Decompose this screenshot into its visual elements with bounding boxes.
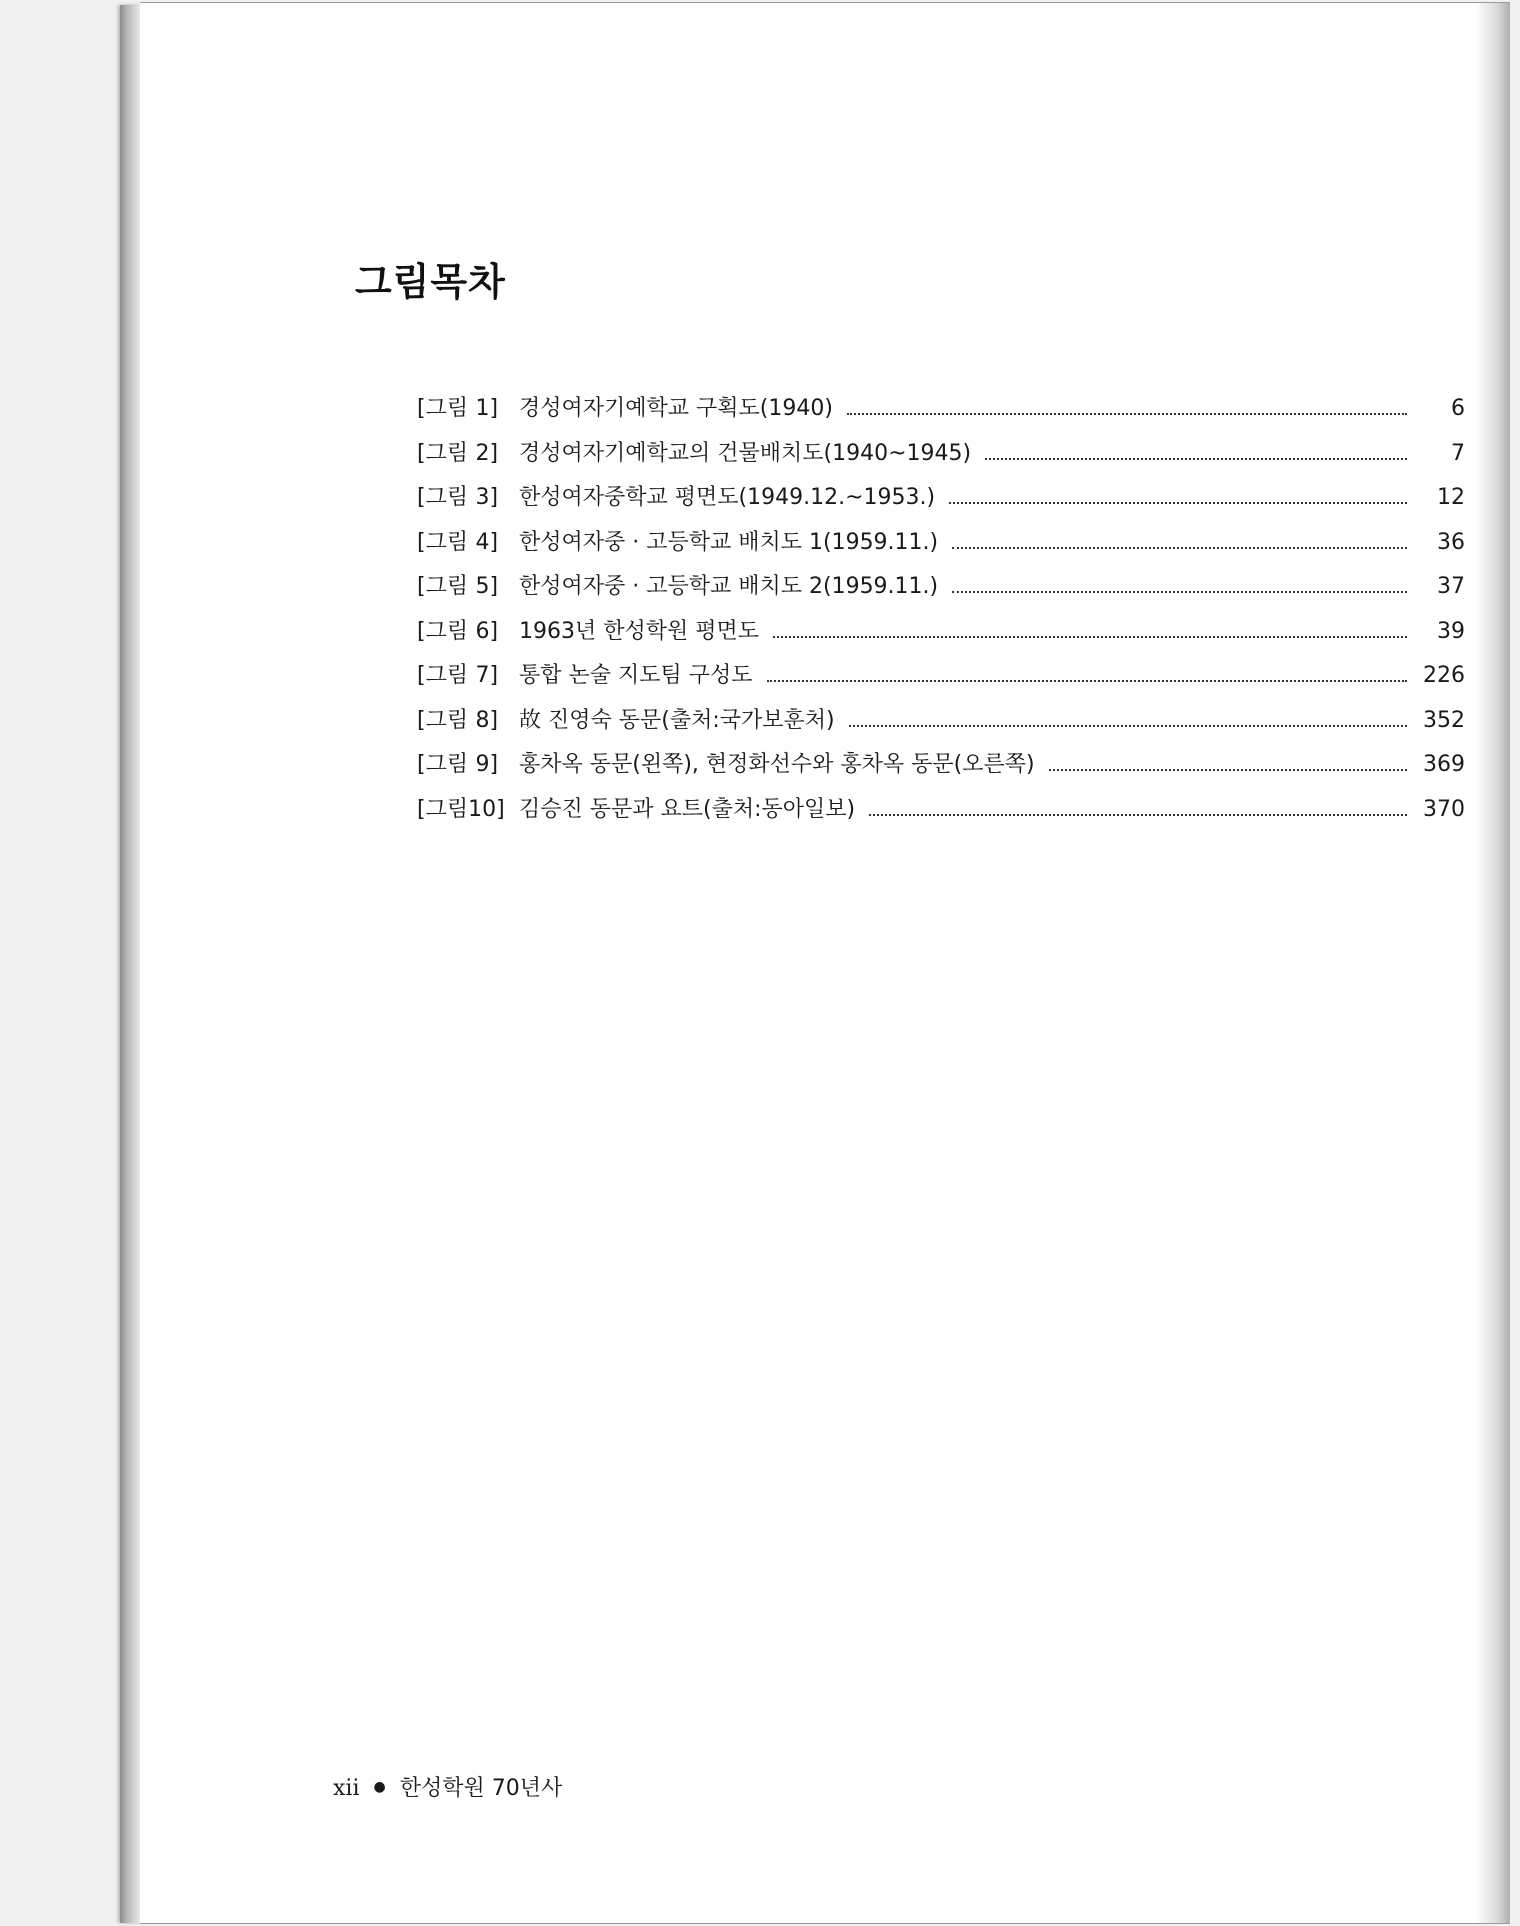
toc-entry <box>417 480 1465 525</box>
toc-entry-label: [그림 <box>417 485 469 510</box>
dot-leader <box>952 547 1407 549</box>
toc-entry-number: 3] <box>475 485 499 510</box>
footer-page-number: xii <box>333 1776 360 1801</box>
toc-entry-number: 7] <box>475 663 499 688</box>
toc-entry <box>417 658 1465 703</box>
toc-entry-number: 1] <box>475 396 499 421</box>
footer-book-title: 한성학원 70년사 <box>399 1776 563 1801</box>
toc-entry-number: 10] <box>468 796 505 822</box>
toc-entry-label: [그림 <box>417 396 469 421</box>
toc-entry-page: 39 <box>1437 618 1465 644</box>
toc-entry-label: [그림 <box>417 574 469 599</box>
toc-entry-label: [그림 <box>417 663 469 688</box>
toc-entry-page: 370 <box>1423 796 1465 822</box>
toc-entry-label: [그림 <box>417 618 469 644</box>
toc-entry-caption: 경성여자기예학교 구획도(1940) <box>519 396 833 421</box>
dot-leader <box>847 413 1407 415</box>
toc-entry-page: 7 <box>1451 440 1465 466</box>
toc-entry-number: 8] <box>475 707 499 733</box>
toc-entry-page: 369 <box>1423 752 1465 777</box>
toc-entry-page: 6 <box>1451 396 1465 421</box>
toc-entry-caption: 한성여자중학교 평면도(1949.12.~1953.) <box>519 485 936 510</box>
toc-entry <box>417 792 1465 837</box>
toc-entry <box>417 569 1465 614</box>
toc-entry <box>417 747 1465 792</box>
toc-entry-caption: 경성여자기예학교의 건물배치도(1940~1945) <box>519 440 972 466</box>
toc-entry-caption: 故 진영숙 동문(출처:국가보훈처) <box>519 707 835 733</box>
dot-leader <box>869 814 1407 816</box>
toc-entry-label: [그림 <box>417 440 469 466</box>
dot-leader <box>767 680 1407 682</box>
page-right-shadow <box>1476 3 1510 1923</box>
toc-entry-label: [그림 <box>417 529 469 555</box>
toc-entry-caption: 1963년 한성학원 평면도 <box>519 618 759 644</box>
toc-entry-number: 4] <box>475 529 499 555</box>
toc-entry-page: 352 <box>1423 707 1465 733</box>
toc-entry-page: 226 <box>1423 663 1465 688</box>
figure-table-of-contents <box>417 391 1465 836</box>
dot-leader <box>952 591 1407 593</box>
toc-entry-caption: 통합 논술 지도팀 구성도 <box>519 663 753 688</box>
toc-entry <box>417 391 1465 436</box>
page-left-edge <box>120 5 142 1923</box>
toc-entry-label: [그림 <box>417 752 469 777</box>
toc-entry-caption: 홍차옥 동문(왼쪽), 현정화선수와 홍차옥 동문(오른쪽) <box>519 752 1035 777</box>
toc-entry <box>417 703 1465 748</box>
bullet-icon: ● <box>373 1779 386 1795</box>
toc-entry <box>417 436 1465 481</box>
dot-leader <box>985 458 1407 460</box>
page-title: 그림목차 <box>355 260 506 304</box>
toc-entry-page: 12 <box>1437 485 1465 510</box>
toc-entry-number: 9] <box>475 752 499 777</box>
toc-entry-page: 36 <box>1437 529 1465 555</box>
toc-entry-label: [그림 <box>417 796 469 822</box>
toc-entry-number: 6] <box>475 618 499 644</box>
dot-leader <box>1049 769 1407 771</box>
page-footer <box>333 1771 562 1802</box>
toc-entry-number: 2] <box>475 440 499 466</box>
toc-entry-caption: 김승진 동문과 요트(출처:동아일보) <box>519 796 856 822</box>
toc-entry-number: 5] <box>475 574 499 599</box>
toc-entry-page: 37 <box>1437 574 1465 599</box>
dot-leader <box>849 725 1407 727</box>
toc-entry <box>417 614 1465 659</box>
toc-entry-caption: 한성여자중 · 고등학교 배치도 2(1959.11.) <box>519 574 939 599</box>
toc-entry-caption: 한성여자중 · 고등학교 배치도 1(1959.11.) <box>519 529 939 555</box>
toc-entry-label: [그림 <box>417 707 469 733</box>
dot-leader <box>773 636 1407 638</box>
dot-leader <box>949 502 1407 504</box>
document-page <box>140 2 1510 1924</box>
toc-entry <box>417 525 1465 570</box>
